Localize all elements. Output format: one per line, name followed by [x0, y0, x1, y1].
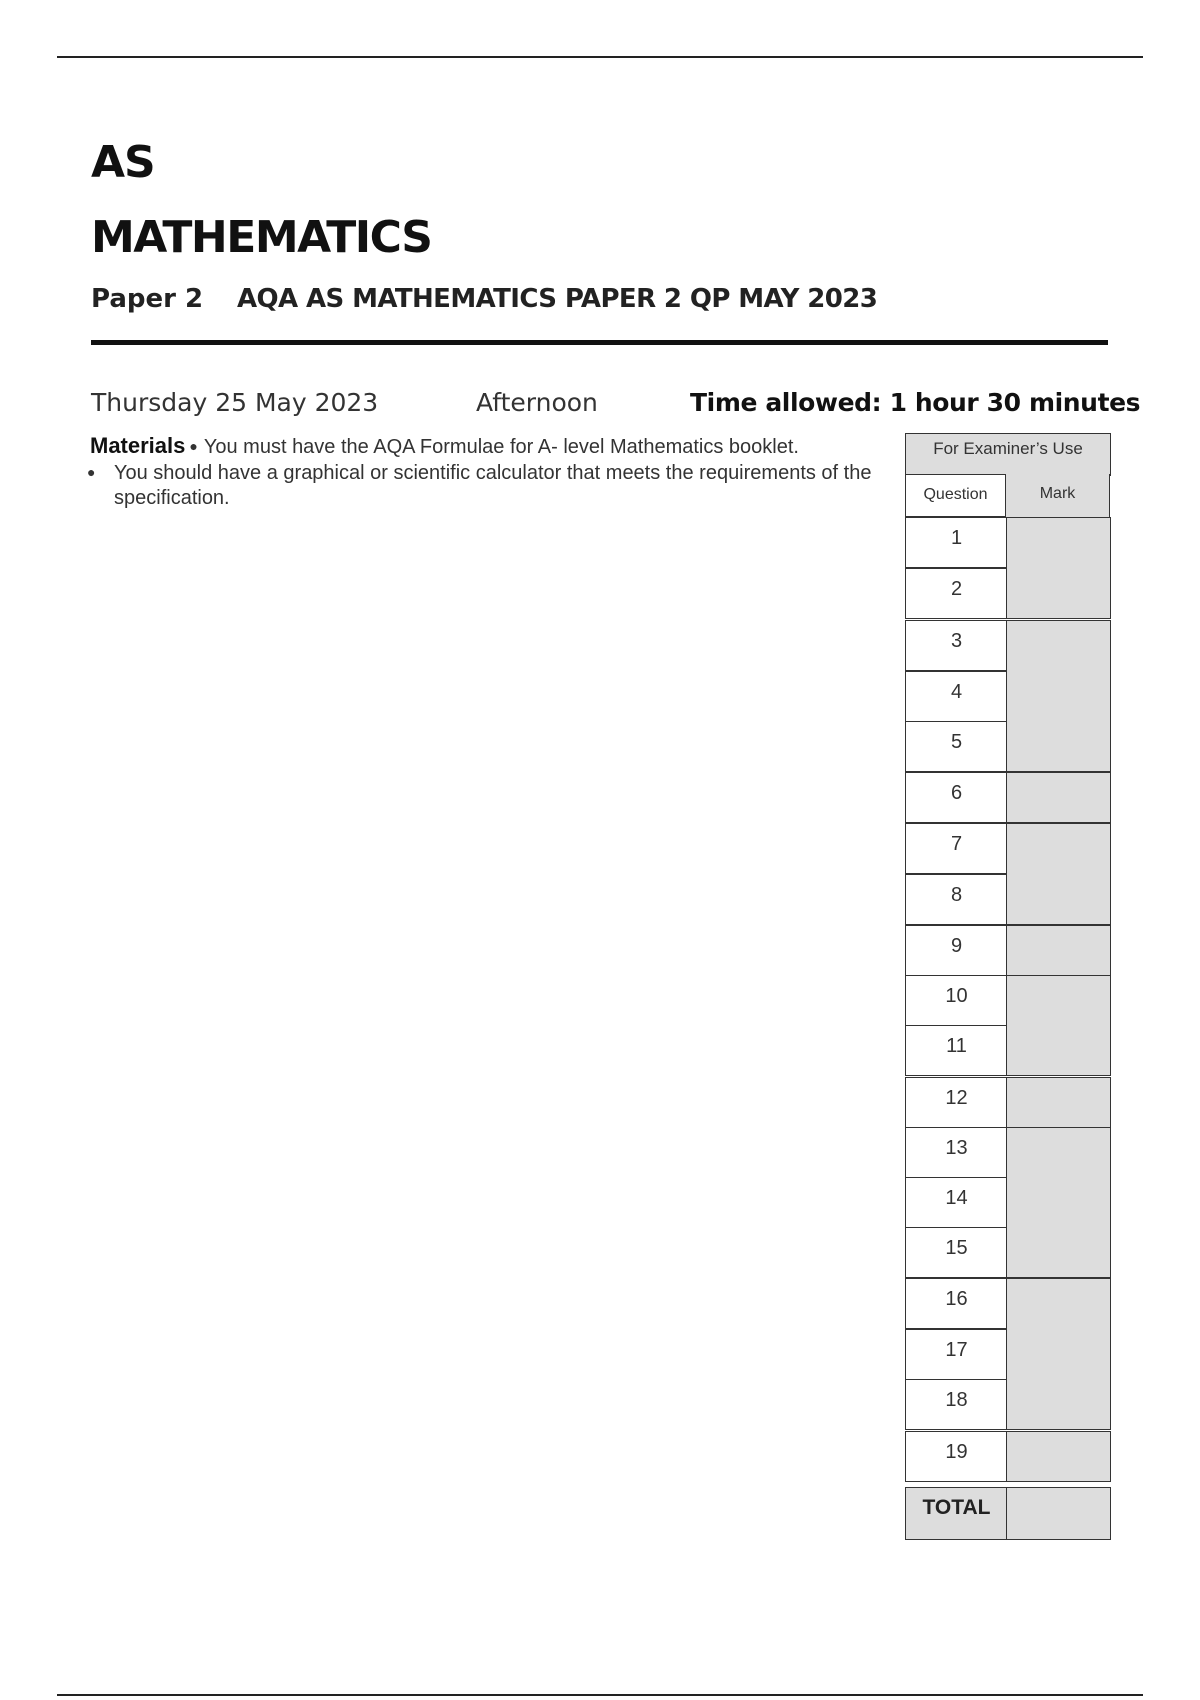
heading-divider: [91, 340, 1108, 345]
materials-label: Materials: [90, 433, 186, 458]
bullet-icon: ●: [87, 464, 96, 480]
question-number-cell: 7: [905, 823, 1008, 874]
question-number-cell: 8: [905, 874, 1008, 925]
subject-title: MATHEMATICS: [91, 212, 432, 263]
top-divider: [57, 56, 1143, 58]
question-number-cell: 11: [905, 1025, 1008, 1076]
question-column-header: Question: [905, 474, 1006, 517]
examiner-table-title: For Examiner’s Use: [905, 433, 1111, 476]
qualification-level: AS: [91, 137, 155, 188]
exam-date: Thursday 25 May 2023: [91, 388, 379, 417]
question-number-cell: 19: [905, 1431, 1008, 1482]
bullet-icon: ●: [189, 438, 198, 454]
mark-cell[interactable]: [1006, 925, 1111, 976]
question-number-cell: 1: [905, 517, 1008, 568]
mark-cell[interactable]: [1006, 1077, 1111, 1128]
materials-section: [87, 433, 900, 511]
exam-session: Afternoon: [476, 388, 598, 417]
mark-cell[interactable]: [1006, 1431, 1111, 1482]
question-number-cell: 15: [905, 1227, 1008, 1278]
mark-cell[interactable]: [1006, 823, 1111, 925]
materials-item: You must have the AQA Formulae for A- level Mathematics booklet.: [203, 436, 799, 458]
question-number-cell: 10: [905, 975, 1008, 1026]
question-number-cell: 6: [905, 772, 1008, 823]
mark-cell[interactable]: [1006, 1127, 1111, 1278]
mark-cell[interactable]: [1006, 517, 1111, 619]
question-number-cell: 17: [905, 1329, 1008, 1380]
materials-line-1: [90, 433, 900, 461]
mark-cell[interactable]: [1006, 620, 1111, 772]
question-number-cell: 12: [905, 1077, 1008, 1128]
question-number-cell: 13: [905, 1127, 1008, 1178]
question-number-cell: 4: [905, 671, 1008, 722]
question-number-cell: 9: [905, 925, 1008, 976]
question-number-cell: 16: [905, 1278, 1008, 1329]
paper-number: Paper 2: [91, 284, 204, 314]
mark-cell[interactable]: [1006, 772, 1111, 823]
materials-item: You should have a graphical or scientific calculator that meets the requirements of the specification.: [114, 462, 872, 509]
mark-cell[interactable]: [1006, 1278, 1111, 1430]
question-number-cell: 2: [905, 568, 1008, 619]
materials-line-2: [87, 461, 900, 511]
total-label-cell: TOTAL: [905, 1487, 1008, 1540]
mark-column-header: Mark: [1006, 474, 1110, 517]
paper-title: AQA AS MATHEMATICS PAPER 2 QP MAY 2023: [237, 284, 878, 314]
total-mark-cell[interactable]: [1006, 1487, 1111, 1540]
question-number-cell: 14: [905, 1177, 1008, 1228]
question-number-cell: 5: [905, 721, 1008, 772]
examiner-use-table: [905, 433, 1111, 1540]
bottom-divider: [57, 1694, 1143, 1696]
time-allowed: Time allowed: 1 hour 30 minutes: [690, 388, 1141, 417]
mark-cell[interactable]: [1006, 975, 1111, 1076]
question-number-cell: 3: [905, 620, 1008, 671]
question-number-cell: 18: [905, 1379, 1008, 1430]
